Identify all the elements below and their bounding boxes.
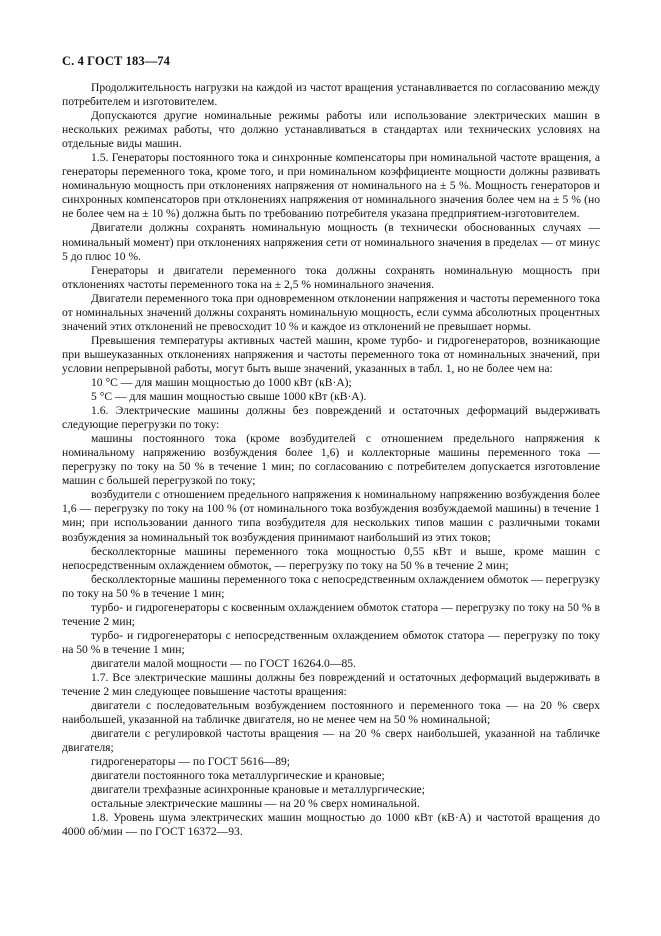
paragraph: бесколлекторные машины переменного тока с непосредственным охлаждением обмоток — перегрузку по току на 50 % в течение 1 мин; bbox=[62, 572, 600, 600]
paragraph: машины постоянного тока (кроме возбудителей с отношением предельного напряжения к номинальному напряжению возбуждения более 1,6) и коллекторные машины переменного тока — перегрузку по току на 50 % в течение 1 мин; по согласованию с потребителем допускается изготовление машин с большей перегрузкой по току; bbox=[62, 432, 600, 488]
page-header: С. 4 ГОСТ 183—74 bbox=[62, 54, 171, 68]
paragraph: двигатели постоянного тока металлургические и крановые; bbox=[91, 769, 385, 783]
paragraph: 5 °С — для машин мощностью свыше 1000 кВт (кВ·А). bbox=[91, 390, 367, 404]
paragraph: двигатели малой мощности — по ГОСТ 16264.0—85. bbox=[91, 656, 356, 670]
paragraph: 10 °С — для машин мощностью до 1000 кВт (кВ·А); bbox=[91, 375, 352, 389]
paragraph: двигатели с последовательным возбуждением постоянного и переменного тока — на 20 % сверх наибольшей, указанной на табличке двигателя, но не менее чем на 50 % номинальной; bbox=[62, 699, 600, 727]
paragraph: 1.7. Все электрические машины должны без повреждений и остаточных деформаций выдерживать в течение 2 мин следующее повышение частоты вращения: bbox=[62, 670, 600, 699]
paragraph: Превышения температуры активных частей машин, кроме турбо- и гидрогенераторов, возникающие при вышеуказанных отклонениях напряжения и частоты переменного тока от номинальных значений, при условии непрерывной работы, могут быть выше значений, указанных в табл. 1, но не более чем на: bbox=[62, 333, 600, 375]
paragraph: Двигатели должны сохранять номинальную мощность (в технически обоснованных случаях — номинальный момент) при отклонениях напряжения сети от номинального значения в пределах — от минус 5 до плюс 10 %. bbox=[62, 221, 600, 263]
paragraph: Генераторы и двигатели переменного тока должны сохранять номинальную мощность при отклонениях частоты переменного тока на ± 2,5 % номинального значения. bbox=[62, 263, 600, 291]
paragraph: Допускаются другие номинальные режимы работы или использование электрических машин в нескольких режимах работы, что должно устанавливаться в стандартах или технических условиях на отдельные виды машин. bbox=[62, 109, 600, 151]
paragraph: Двигатели переменного тока при одновременном отклонении напряжения и частоты переменного тока от номинальных значений должны сохранять номинальную мощность, если сумма абсолютных процентных значений этих отклонений не превосходит 10 % и каждое из отклонений не превышает нормы. bbox=[62, 291, 600, 333]
paragraph: остальные электрические машины — на 20 % сверх номинальной. bbox=[91, 797, 420, 811]
paragraph: 1.8. Уровень шума электрических машин мощностью до 1000 кВт (кВ·А) и частотой вращения до 4000 об/мин — по ГОСТ 16372—93. bbox=[62, 811, 600, 839]
paragraph: двигатели с регулировкой частоты вращения — на 20 % сверх наибольшей, указанной на табличке двигателя; bbox=[62, 727, 600, 755]
paragraph: 1.6. Электрические машины должны без повреждений и остаточных деформаций выдерживать следующие перегрузки по току: bbox=[62, 404, 600, 432]
paragraph: гидрогенераторы — по ГОСТ 5616—89; bbox=[91, 755, 291, 769]
paragraph: 1.5. Генераторы постоянного тока и синхронные компенсаторы при номинальной частоте вращения, а генераторы переменного тока, кроме того, и при номинальном коэффициенте мощности должны развивать номинальную мощность при отклонениях напряжения от номинального на ± 5 %. Мощность генераторов и синхронных компенсаторов при отклонениях напряжения от номинального значения более чем на ± 5 % (но не более чем на ± 10 %) должна быть по требованию потребителя указана предприятием-изготовителем. bbox=[62, 151, 600, 221]
document-body bbox=[62, 81, 600, 840]
paragraph: двигатели трехфазные асинхронные крановые и металлургические; bbox=[91, 783, 425, 797]
paragraph: бесколлекторные машины переменного тока мощностью 0,55 кВт и выше, кроме машин с непосредственным охлаждением обмоток, — перегрузку по току на 50 % в течение 2 мин; bbox=[62, 544, 600, 572]
paragraph: Продолжительность нагрузки на каждой из частот вращения устанавливается по согласованию между потребителем и изготовителем. bbox=[62, 81, 600, 109]
paragraph: возбудители с отношением предельного напряжения к номинальному напряжению возбуждения более 1,6 — перегрузку по току на 100 % (от номинального тока возбуждения возбуждаемой машины) в течение 1 мин; при использовании данного типа возбудителя для нескольких типов машин с различными токами возбуждения за номинальный ток возбуждения принимают наибольший из этих токов; bbox=[62, 488, 600, 544]
paragraph: турбо- и гидрогенераторы с косвенным охлаждением обмоток статора — перегрузку по току на 50 % в течение 2 мин; bbox=[62, 600, 600, 628]
paragraph: турбо- и гидрогенераторы с непосредственным охлаждением обмоток статора — перегрузку по току на 50 % в течение 1 мин; bbox=[62, 628, 600, 656]
